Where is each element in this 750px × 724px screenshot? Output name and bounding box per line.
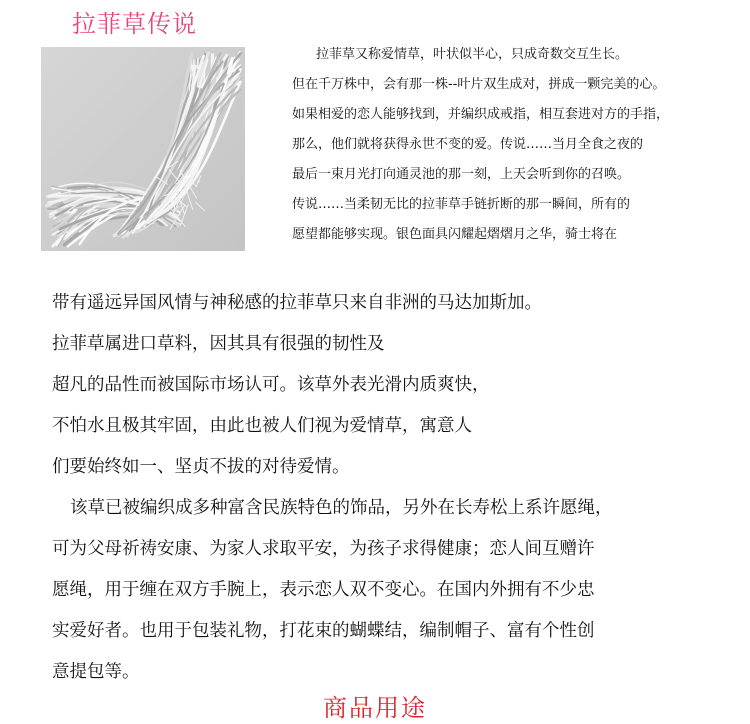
section-title: 商品用途 [323, 694, 427, 722]
description-line: 可为父母祈祷安康、为家人求取平安，为孩子求得健康；恋人间互赠许 [52, 539, 595, 559]
description-line: 该草已被编织成多种富含民族特色的饰品，另外在长寿松上系许愿绳， [70, 498, 613, 518]
legend-line: 但在千万株中，会有那一株--叶片双生成对，拼成一颗完美的心。 [292, 77, 666, 92]
description-line: 们要始终如一、坚贞不拔的对待爱情。 [52, 457, 350, 477]
description-text [52, 283, 732, 693]
legend-line: 传说……当柔韧无比的拉菲草手链折断的那一瞬间，所有的 [292, 197, 631, 212]
description-line: 意提包等。 [52, 662, 140, 682]
description-line: 不怕水且极其牢固，由此也被人们视为爱情草，寓意人 [52, 416, 472, 436]
description-line: 拉菲草属进口草料，因其具有很强的韧性及 [52, 334, 385, 354]
legend-line: 拉菲草又称爱情草，叶状似半心，只成奇数交互生长。 [316, 47, 629, 62]
raffia-bundle-photo [41, 47, 245, 251]
legend-line: 那么，他们就将获得永世不变的爱。传说……当月全食之夜的 [292, 137, 644, 152]
legend-line: 愿望都能够实现。银色面具闪耀起熠熠月之华，骑士将在 [292, 227, 618, 242]
legend-line: 如果相爱的恋人能够找到，并编织成戒指，相互套进对方的手指， [292, 107, 670, 122]
description-line: 超凡的品性而被国际市场认可。该草外表光滑内质爽快， [52, 375, 490, 395]
legend-line: 最后一束月光打向通灵池的那一刻，上天会听到你的召唤。 [292, 167, 631, 182]
description-line: 实爱好者。也用于包装礼物，打花束的蝴蝶结，编制帽子、富有个性创 [52, 621, 595, 641]
description-line: 愿绳，用于缠在双方手腕上，表示恋人双不变心。在国内外拥有不少忠 [52, 580, 595, 600]
legend-title: 拉菲草传说 [72, 10, 197, 38]
raffia-bundle-illustration [41, 47, 245, 251]
description-line: 带有遥远异国风情与神秘感的拉菲草只来自非洲的马达加斯加。 [52, 293, 542, 313]
legend-text [292, 40, 742, 250]
